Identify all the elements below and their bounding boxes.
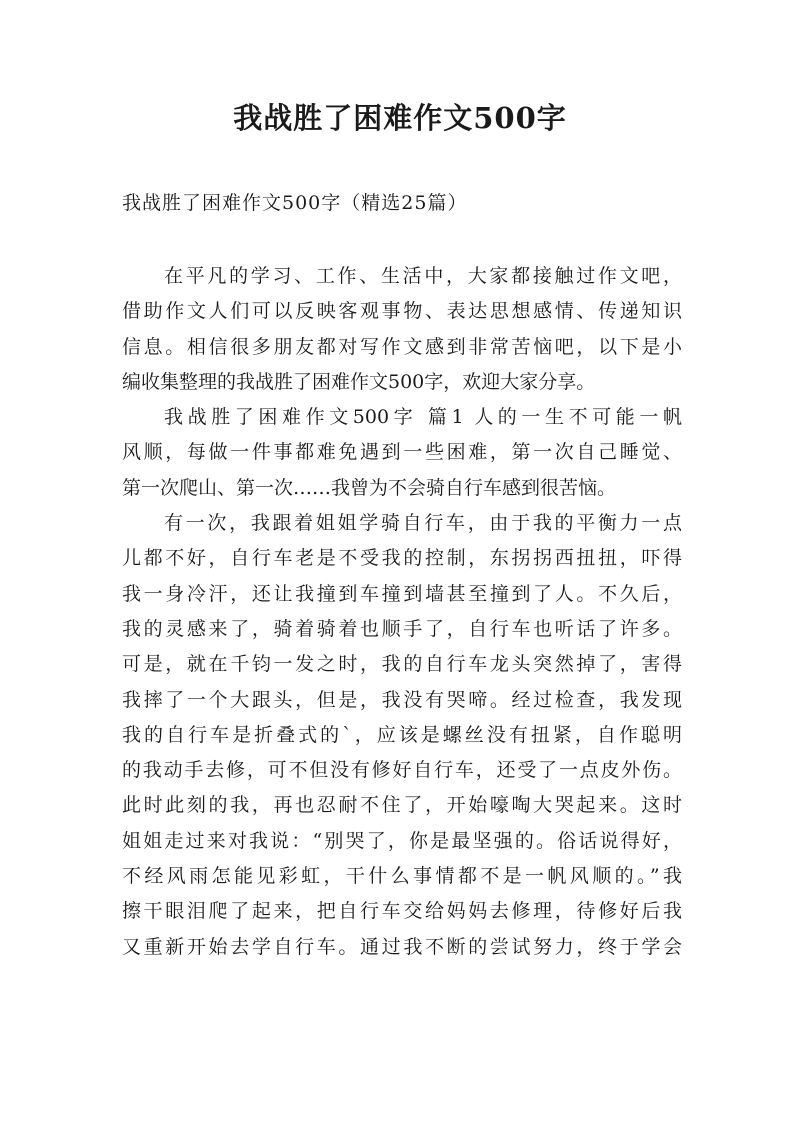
body-line: 姐姐走过来对我说：“别哭了，你是最坚强的。俗话说得好， — [122, 829, 682, 852]
body-line: 风顺，每做一件事都难免遇到一些困难，第一次自己睡觉、 — [122, 441, 682, 464]
document-title: 我战胜了困难作文500字 — [233, 101, 567, 135]
document-subtitle: 我战胜了困难作文500字（精选25篇） — [122, 192, 468, 214]
body-line: 又重新开始去学自行车。通过我不断的尝试努力，终于学会 — [122, 935, 682, 958]
body-line: 有一次，我跟着姐姐学骑自行车，由于我的平衡力一点 — [164, 512, 682, 535]
body-line: 我一身冷汗，还让我撞到车撞到墙甚至撞到了人。不久后， — [122, 582, 682, 605]
body-line: 的我动手去修，可不但没有修好自行车，还受了一点皮外伤。 — [122, 759, 682, 782]
body-line: 此时此刻的我，再也忍耐不住了，开始嚎啕大哭起来。这时 — [122, 794, 682, 817]
body-line: 信息。相信很多朋友都对写作文感到非常苦恼吧，以下是小 — [122, 335, 682, 358]
body-line: 我摔了一个大跟头，但是，我没有哭啼。经过检查，我发现 — [122, 688, 682, 711]
body-line: 编收集整理的我战胜了困难作文500字，欢迎大家分享。 — [122, 370, 596, 393]
body-line: 儿都不好，自行车老是不受我的控制，东拐拐西扭扭，吓得 — [122, 547, 682, 570]
document-body — [122, 259, 682, 965]
body-line: 擦干眼泪爬了起来，把自行车交给妈妈去修理，待修好后我 — [122, 900, 682, 923]
body-line: 在平凡的学习、工作、生活中，大家都接触过作文吧， — [164, 265, 682, 287]
body-line: 不经风雨怎能见彩虹，干什么事情都不是一帆风顺的。”我 — [122, 865, 682, 888]
body-line: 我的自行车是折叠式的`，应该是螺丝没有扭紧，自作聪明 — [122, 723, 682, 746]
body-line: 借助作文人们可以反映客观事物、表达思想感情、传递知识 — [122, 300, 682, 323]
body-line: 第一次爬山、第一次……我曾为不会骑自行车感到很苦恼。 — [122, 476, 617, 499]
body-line: 我战胜了困难作文500字 篇1 人的一生不可能一帆 — [164, 406, 682, 429]
body-line: 可是，就在千钧一发之时，我的自行车龙头突然掉了，害得 — [122, 653, 682, 676]
body-line: 我的灵感来了，骑着骑着也顺手了，自行车也听话了许多。 — [122, 617, 682, 640]
